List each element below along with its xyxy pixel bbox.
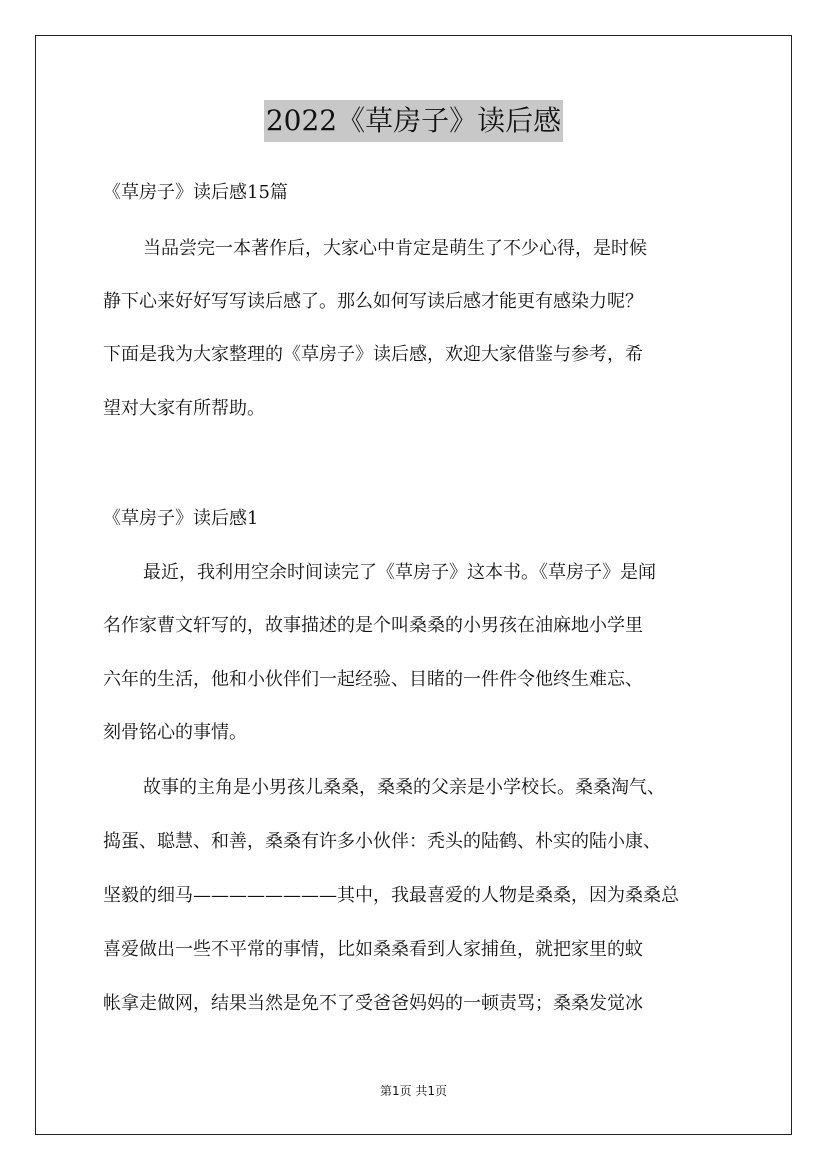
body-line: 六年的生活，他和小伙伴们一起经验、目睹的一件件令他终生难忘、 [103, 669, 643, 690]
body-line: 最近，我利用空余时间读完了《草房子》这本书。《草房子》是闻 [143, 562, 656, 583]
body-line: 喜爱做出一些不平常的事情，比如桑桑看到人家捕鱼，就把家里的蚊 [103, 939, 643, 960]
body-line: 帐拿走做网，结果当然是免不了受爸爸妈妈的一顿责骂；桑桑发觉冰 [103, 993, 643, 1014]
intro-line: 望对大家有所帮助。 [103, 398, 265, 419]
document-title: 2022《草房子》读后感 [264, 100, 563, 142]
body-line: 刻骨铭心的事情。 [103, 722, 247, 743]
page-footer: 第1页 共1页 [379, 1084, 448, 1098]
title-wrap [0, 100, 827, 142]
section-heading: 《草房子》读后感1 [103, 508, 259, 529]
intro-line: 下面是我为大家整理的《草房子》读后感，欢迎大家借鉴与参考，希 [103, 344, 643, 365]
document-subtitle: 《草房子》读后感15篇 [103, 182, 288, 203]
body-line: 捣蛋、聪慧、和善，桑桑有许多小伙伴：秃头的陆鹤、朴实的陆小康、 [103, 831, 661, 852]
body-line: 坚毅的细马————————其中，我最喜爱的人物是桑桑，因为桑桑总 [103, 885, 679, 906]
body-line: 故事的主角是小男孩儿桑桑，桑桑的父亲是小学校长。桑桑淘气、 [143, 777, 665, 798]
body-line: 名作家曹文轩写的，故事描述的是个叫桑桑的小男孩在油麻地小学里 [103, 615, 643, 636]
intro-line: 静下心来好好写写读后感了。那么如何写读后感才能更有感染力呢？ [103, 291, 643, 312]
intro-line: 当品尝完一本著作后，大家心中肯定是萌生了不少心得，是时候 [143, 238, 647, 259]
